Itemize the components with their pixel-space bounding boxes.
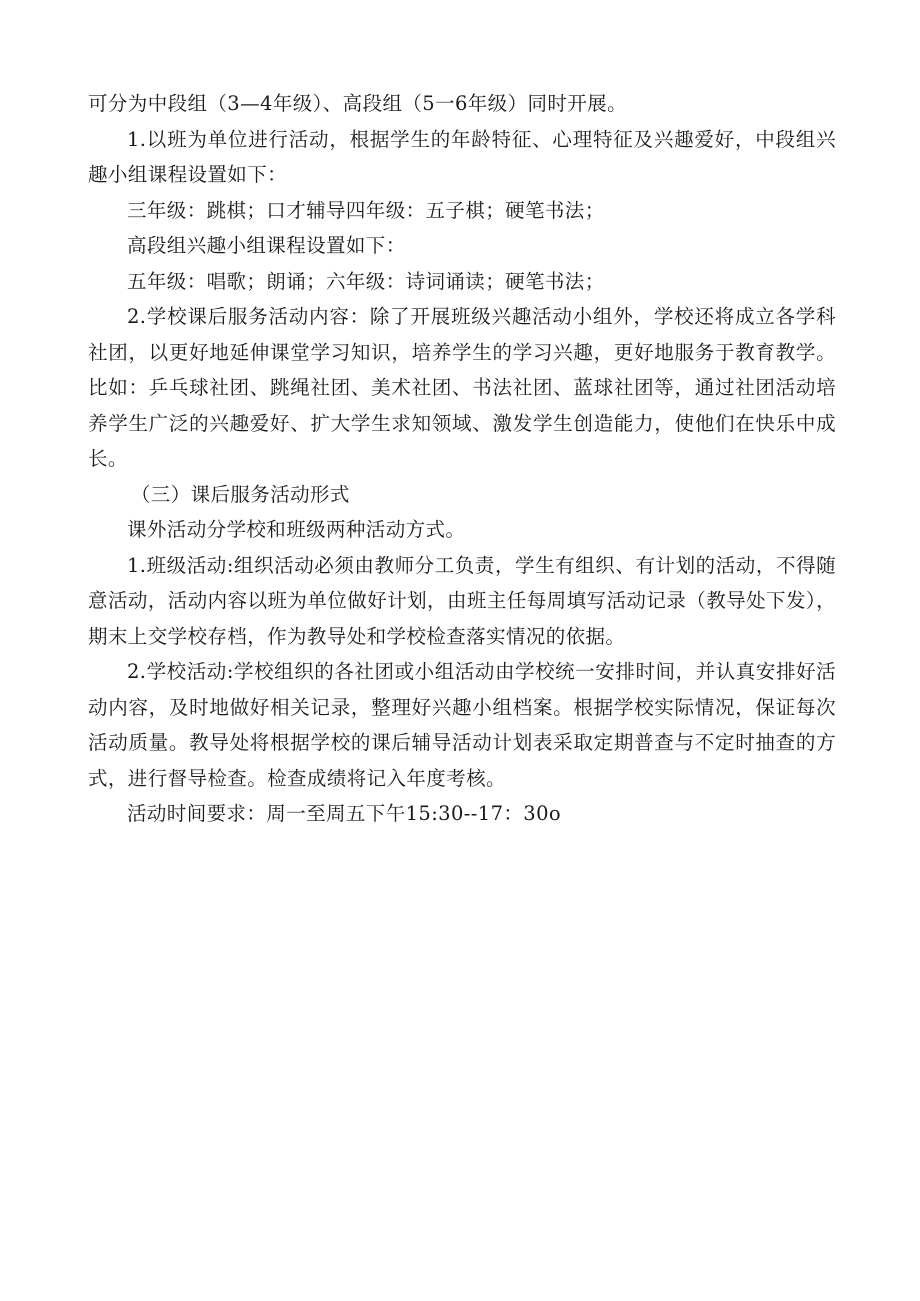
- paragraph-class-level-activity: 1.班级活动:组织活动必须由教师分工负责，学生有组织、有计划的活动，不得随意活动，活动内容以班为单位做好计划，由班主任每周填写活动记录（教导处下发），期末上交学校存档，作为教导处和学校检查落实情况的依据。: [88, 553, 836, 648]
- paragraph-grade-groups: 可分为中段组（3—4年级）、高段组（5一6年级）同时开展。: [88, 92, 627, 115]
- paragraph-grade3-4-courses: 三年级：跳棋；口才辅导四年级：五子棋；硬笔书法；: [127, 198, 605, 222]
- paragraph-senior-group-intro: 高段组兴趣小组课程设置如下：: [127, 234, 406, 257]
- document-body: [88, 86, 836, 832]
- paragraph-grade5-6-courses: 五年级：唱歌；朗诵；六年级：诗词诵读；硬笔书法；: [127, 269, 605, 293]
- paragraph-school-service-content: 2.学校课后服务活动内容：除了开展班级兴趣活动小组外，学校还将成立各学科社团，以更好地延伸课堂学习知识，培养学生的学习兴趣，更好地服务于教育教学。比如：乒乓球社团、跳绳社团、美术社团、书法社团、蓝球社团等，通过社团活动培养学生广泛的兴趣爱好、扩大学生求知领域、激发学生创造能力，使他们在快乐中成长。: [88, 305, 836, 470]
- section-heading-activity-form: （三）课后服务活动形式: [130, 482, 350, 506]
- paragraph-activity-time: 活动时间要求：周一至周五下午15:30--17：30o: [127, 802, 562, 825]
- paragraph-class-activities: 1.以班为单位进行活动，根据学生的年龄特征、心理特征及兴趣爱好，中段组兴趣小组课程设置如下：: [88, 127, 836, 186]
- paragraph-school-level-activity: 2.学校活动:学校组织的各社团或小组活动由学校统一安排时间，并认真安排好活动内容，及时地做好相关记录，整理好兴趣小组档案。根据学校实际情况，保证每次活动质量。教导处将根据学校的课后辅导活动计划表采取定期普查与不定时抽查的方式，进行督导检查。检查成绩将记入年度考核。: [88, 660, 836, 790]
- paragraph-activity-modes: 课外活动分学校和班级两种活动方式。: [127, 518, 466, 541]
